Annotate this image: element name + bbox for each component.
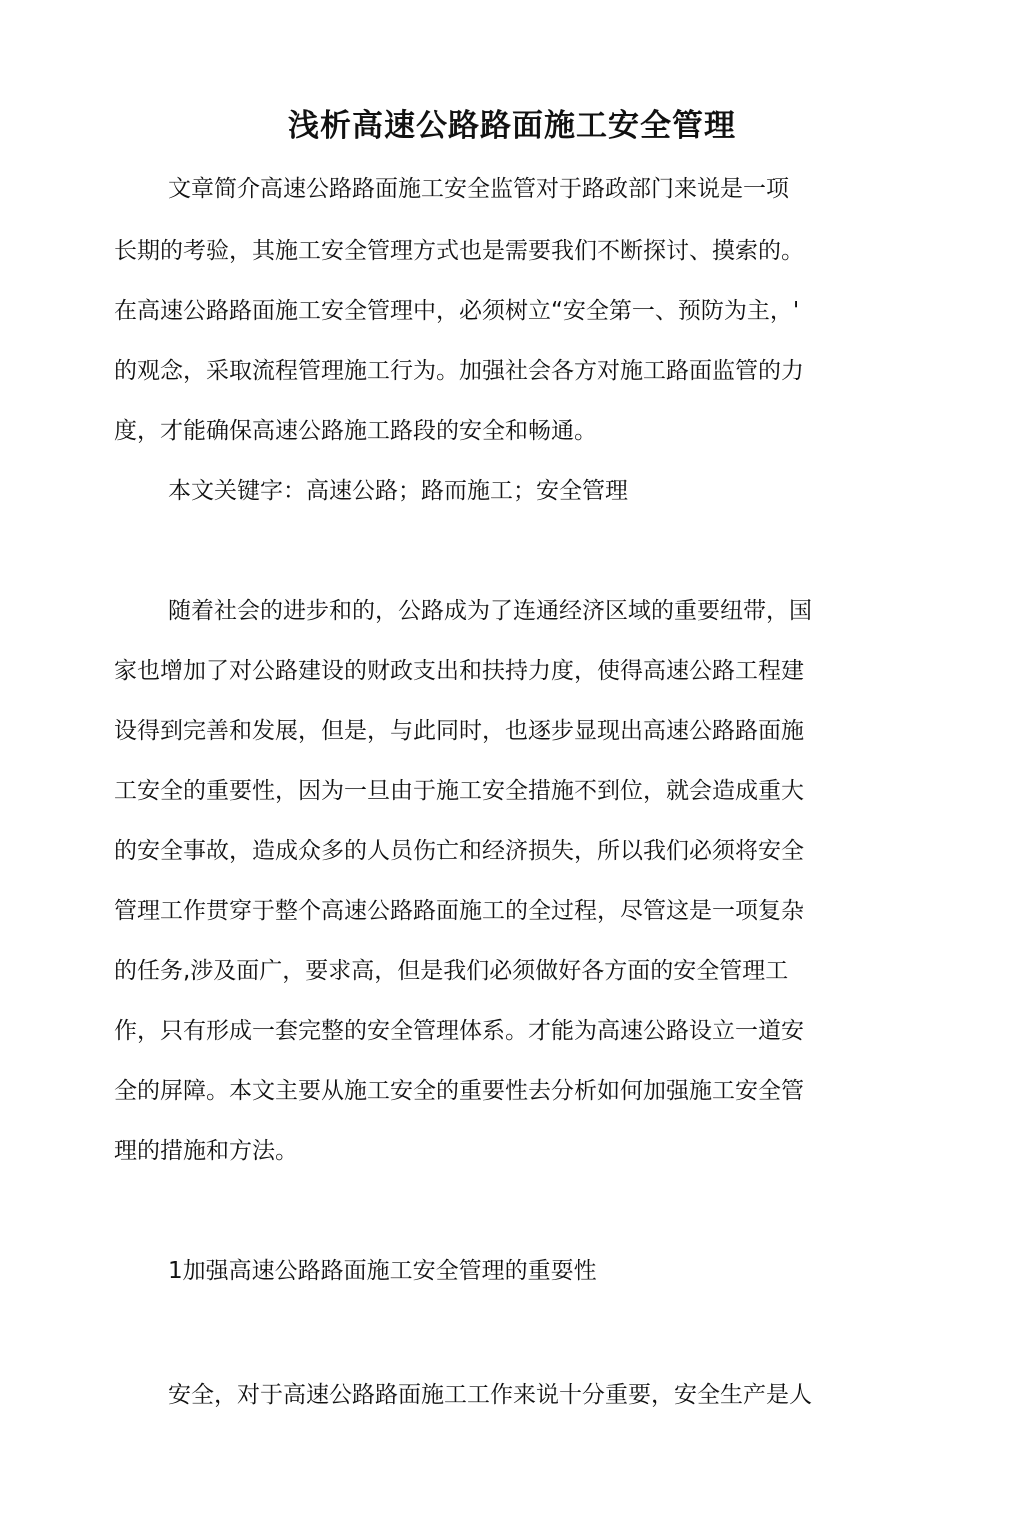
keywords-line: 本文关键字：高速公路；路而施工；安全管理 [168,478,628,504]
abstract-line-3: 在高速公路路面施工安全管理中，必须树立“安全第一、预防为主，' [114,298,800,324]
intro-line-5: 的安全事故，造成众多的人员伤亡和经济损失，所以我们必须将安全 [114,838,804,864]
intro-line-8: 作，只有形成一套完整的安全管理体系。才能为高速公路设立一道安 [114,1018,804,1044]
abstract-line-5: 度，才能确保高速公路施工路段的安全和畅通。 [114,418,597,444]
document-title: 浅析高速公路路面施工安全管理 [288,108,736,144]
intro-line-2: 家也增加了对公路建设的财政支出和扶持力度，使得高速公路工程建 [114,658,804,684]
abstract-line-2: 长期的考验，其施工安全管理方式也是需要我们不断探讨、摸索的。 [114,238,804,264]
section-first-line: 安全，对于高速公路路面施工工作来说十分重要，安全生产是人 [168,1382,812,1408]
abstract-line-4: 的观念，采取流程管理施工行为。加强社会各方对施工路面监管的力 [114,358,804,384]
section-heading: 1加强高速公路路面施工安全管理的重耍性 [168,1258,597,1284]
intro-line-9: 全的屏障。本文主要从施工安全的重要性去分析如何加强施工安全管 [114,1078,804,1104]
intro-line-3: 设得到完善和发展，但是，与此同时，也逐步显现出高速公路路面施 [114,718,804,744]
intro-line-4: 工安全的重要性，因为一旦由于施工安全措施不到位，就会造成重大 [114,778,804,804]
intro-line-1: 随着社会的进步和的，公路成为了连通经济区域的重要纽带，国 [168,598,812,624]
intro-line-6: 管理工作贯穿于整个高速公路路面施工的全过程，尽管这是一项复杂 [114,898,804,924]
intro-line-7: 的任务,涉及面广，要求高，但是我们必须做好各方面的安全管理工 [114,958,789,984]
intro-line-10: 理的措施和方法。 [114,1138,298,1164]
abstract-line-1: 文章简介高速公路路面施工安全监管对于路政部门来说是一项 [168,176,789,202]
